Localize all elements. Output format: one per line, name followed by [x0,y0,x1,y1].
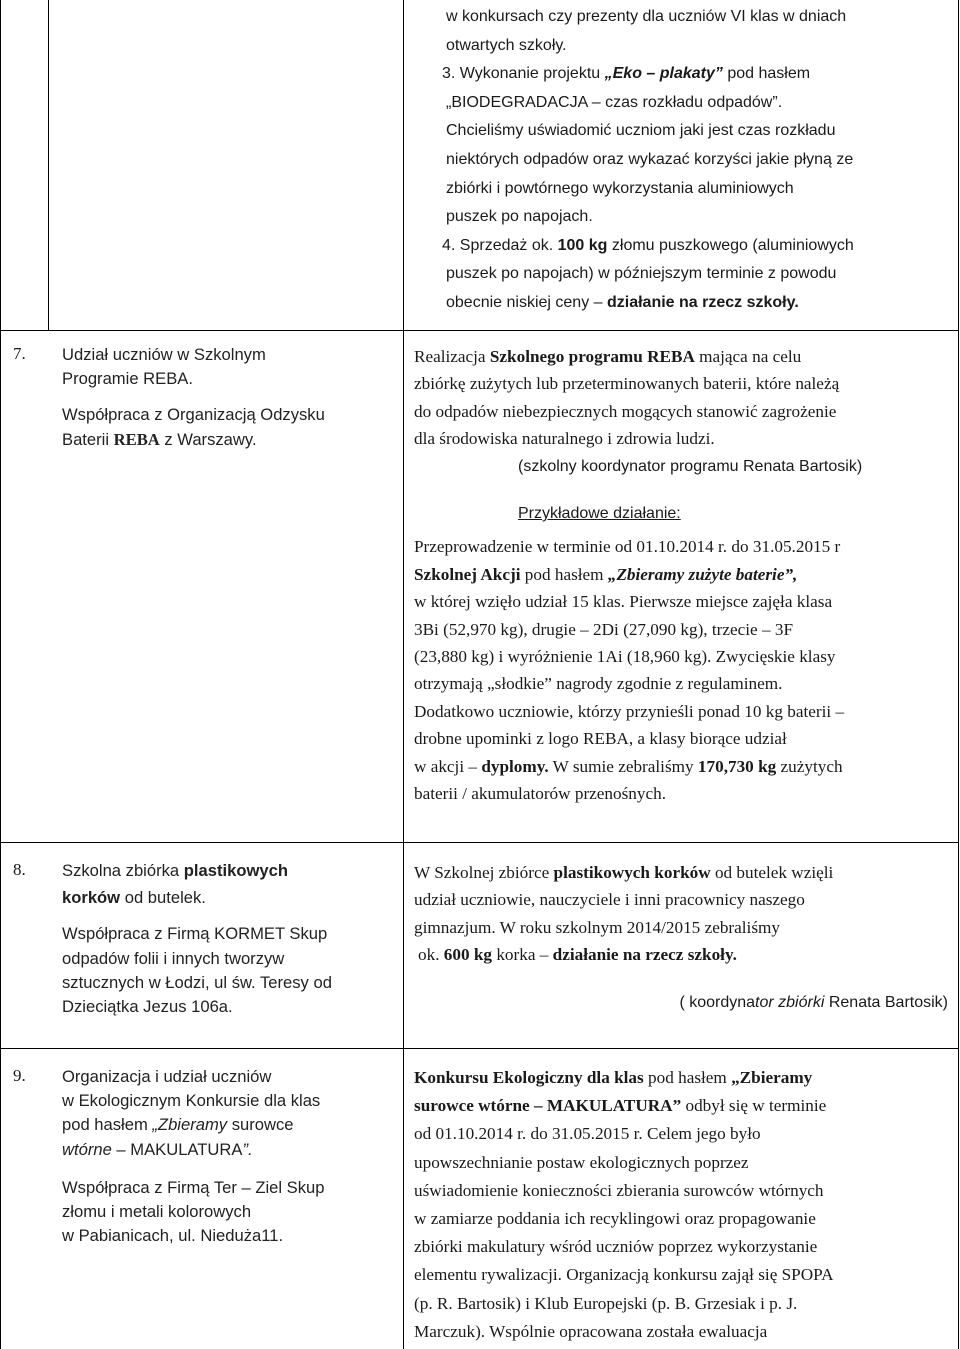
text-line: zbiórkę zużytych lub przeterminowanych baterii, które należą [414,374,840,394]
text-line [414,1064,954,1092]
row9-left-cell [62,1065,397,1248]
text-run-bold: Szkolnej Akcji [414,564,521,584]
list-item-3 [442,60,951,89]
text-line: drobne upominki z logo REBA, a klasy biorące udział [414,729,787,749]
row-separator-9 [0,1048,959,1049]
row-separator-8 [0,842,959,843]
text-run-bold: dyplomy. [481,756,549,776]
text-run: od butelek. [120,888,206,908]
row7-right-cell [414,343,954,808]
list-item-4 [442,232,951,261]
text-run-bold: plastikowych [183,861,288,880]
text-line [414,753,954,780]
text-run: pod hasłem [722,65,811,83]
text-run-italic: „Zbieramy [152,1115,228,1135]
text-run-italic: wtórne [62,1139,112,1159]
text-run: Wykonanie projektu [459,65,605,83]
text-run: ( koordyna [679,993,756,1011]
text-line: sztucznych w Łodzi, ul św. Teresy od [62,972,332,992]
text-line: Udział uczniów w Szkolnym [62,345,266,364]
text-line: w Pabianicach, ul. Nieduża11. [62,1226,284,1246]
campaign-title: „Zbieramy zużyte baterie”, [607,564,798,584]
text-run-bold: 100 kg [557,236,608,254]
row-number-7: 7. [13,344,26,363]
text-run: – MAKULATURA [111,1139,243,1159]
text-line: uświadomienie konieczności zbierania surowców wtórnych [414,1180,824,1200]
text-run: pod hasłem [643,1068,732,1087]
text-line [414,561,954,588]
text-line [62,1138,397,1162]
text-line: 3Bi (52,970 kg), drugie – 2Di (27,090 kg), trzecie – 3F [414,619,794,639]
text-line: upowszechnianie postaw ekologicznych poprzez [414,1152,749,1172]
row-number-9: 9. [13,1066,26,1085]
text-line: Marczuk). Wspólnie opracowana została ewaluacja [414,1321,768,1341]
text-run: pod hasłem [520,564,608,584]
text-line: (23,880 kg) i wyróżnienie 1Ai (18,960 kg). Zwycięskie klasy [414,647,836,667]
text-line: do odpadów niebezpiecznych mogących stanowić zagrożenie [414,401,837,421]
text-line: Dzieciątka Jezus 106a. [62,997,233,1017]
text-line [62,1113,397,1137]
text-run-italic: tor zbiórki [755,993,825,1011]
coordinator-note [414,989,948,1016]
text-line [62,886,397,910]
text-run: surowce [227,1115,294,1135]
text-line: Współpraca z Organizacją Odzysku [62,405,325,425]
text-line [446,289,951,318]
text-run: w akcji – [414,756,482,776]
text-line: udział uczniowie, nauczyciele i inni pracownicy naszego [414,890,805,910]
text-line: dla środowiska naturalnego i zdrowia ludzi. [414,429,715,449]
row-separator-7 [0,330,959,331]
text-line: Chcieliśmy uświadomić uczniom jaki jest czas rozkładu [446,122,836,140]
example-heading: Przykładowe działanie: [518,505,681,523]
text-run-bold: Konkursu Ekologiczny dla klas [414,1068,644,1087]
text-line [62,428,397,452]
text-line: w Ekologicznym Konkursie dla klas [62,1091,321,1111]
row-number-8: 8. [13,860,26,879]
text-line: w konkursach czy prezenty dla uczniów VI klas w dniach [446,8,847,25]
coordinator-note: (szkolny koordynator programu Renata Bartosik) [518,457,863,475]
text-run: od butelek wzięli [710,863,834,882]
text-run-bold: plastikowych korków [553,863,711,882]
text-line: baterii / akumulatorów przenośnych. [414,784,667,804]
text-run-bold: działanie na rzecz szkoły. [606,293,799,311]
text-run: złomu puszkowego (aluminiowych [607,236,854,254]
text-run-italic: ”. [242,1139,253,1159]
table-border-col1 [48,0,49,330]
text-line: otwartych szkoły. [446,36,567,54]
item-number: 4. [442,236,456,254]
text-line: zbiórki i powtórnego wykorzystania aluminiowych [446,179,794,197]
text-line [414,1092,954,1120]
text-line: Współpraca z Firmą Ter – Ziel Skup [62,1177,325,1197]
text-run: odbył się w terminie [681,1096,827,1116]
text-run-bold: Szkolnego programu REBA [489,347,695,366]
eko-plakaty-title: „Eko – plakaty” [604,65,723,83]
text-line [414,343,954,370]
text-run-bold: 170,730 kg [697,756,777,776]
text-line [62,859,397,883]
text-line: Programie REBA. [62,369,193,389]
text-line: w zamiarze poddania ich recyklingowi oraz propagowanie [414,1209,816,1229]
text-line: Przeprowadzenie w terminie od 01.10.2014 r. do 31.05.2015 r [414,537,841,557]
row7-left-cell [62,343,397,452]
text-line: otrzymają „słodkie” nagrody zgodnie z regulaminem. [414,674,783,694]
text-run: W sumie zebraliśmy [548,756,698,776]
text-run-bold: działanie na rzecz szkoły. [552,945,737,965]
text-run-bold: korków [62,888,121,908]
text-run-bold: surowce wtórne – MAKULATURA” [414,1096,682,1116]
table-border-left [0,0,1,1349]
text-run-bold: „Zbieramy [731,1068,813,1087]
row8-right-cell [414,859,954,1016]
text-run: z Warszawy. [159,429,257,449]
text-line [418,941,954,968]
text-run: korka – [492,945,553,965]
text-run: Baterii [62,429,114,449]
text-line: gimnazjum. W roku szkolnym 2014/2015 zebraliśmy [414,917,780,937]
text-line: odpadów folii i innych tworzyw [62,948,285,968]
item-number: 3. [442,65,456,83]
top-continuation [442,3,951,318]
text-run: ok. [418,945,444,965]
text-line: od 01.10.2014 r. do 31.05.2015 r. Celem jego było [414,1124,761,1144]
text-line: Organizacja i udział uczniów [62,1067,272,1086]
text-line: niektórych odpadów oraz wykazać korzyści jakie płyną ze [446,150,854,168]
text-line: Współpraca z Firmą KORMET Skup [62,924,328,944]
text-line [414,859,954,886]
row9-right-cell [414,1064,954,1346]
table-border-col2 [403,0,404,1349]
text-run: obecnie niskiej ceny – [446,293,607,311]
text-line: puszek po napojach) w późniejszym terminie z powodu [446,265,837,283]
text-line: (p. R. Bartosik) i Klub Europejski (p. B. Grzesiak i p. J. [414,1293,798,1313]
text-line: „BIODEGRADACJA – czas rozkładu odpadów”. [446,93,783,111]
text-run: mająca na celu [694,347,802,366]
text-line: Dodatkowo uczniowie, którzy przynieśli ponad 10 kg baterii – [414,701,845,721]
text-line: elementu rywalizacji. Organizacją konkursu zajął się SPOPA [414,1265,834,1285]
text-line: puszek po napojach. [446,208,593,226]
text-run: Realizacja [414,347,490,366]
text-line: w której wzięło udział 15 klas. Pierwsze miejsce zajęła klasa [414,592,833,612]
text-run: Renata Bartosik) [824,993,948,1011]
text-line: zbiórki makulatury wśród uczniów poprzez wykorzystanie [414,1237,818,1257]
text-run: W Szkolnej zbiórce [414,863,554,882]
row8-left-cell [62,859,397,1019]
text-run: Sprzedaż ok. [459,236,558,254]
text-run-bold: REBA [113,429,160,449]
text-run: Szkolna zbiórka [62,861,184,880]
text-run-bold: 600 kg [443,945,493,965]
text-line: złomu i metali kolorowych [62,1202,252,1222]
table-border-right [958,0,959,1349]
text-run: zużytych [776,756,843,776]
text-run: pod hasłem [62,1115,153,1135]
